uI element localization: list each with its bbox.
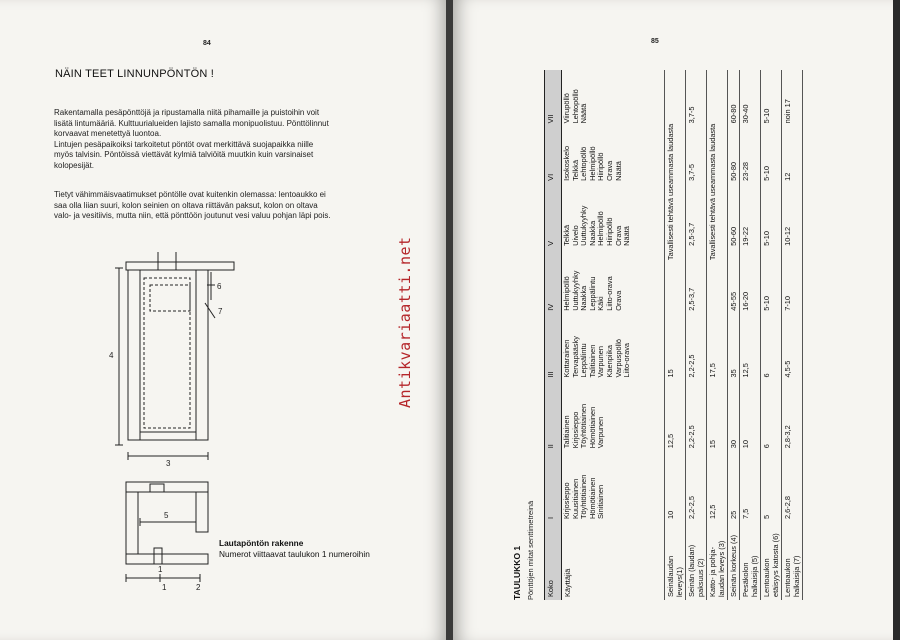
species-name: Uuttukyyhky bbox=[570, 270, 580, 311]
species-cell bbox=[562, 381, 665, 452]
figure-caption bbox=[219, 538, 370, 560]
table-cell: 30 bbox=[728, 381, 740, 452]
column-header: III bbox=[545, 314, 562, 381]
table-cell: 5-10 bbox=[761, 184, 782, 249]
row-label-line: laudan leveys (3) bbox=[717, 540, 726, 597]
species-name: Hömötiainen bbox=[587, 477, 597, 519]
species-name: Isokoskelo bbox=[562, 145, 571, 181]
dimension-label: 3 bbox=[166, 459, 171, 468]
table-row bbox=[562, 70, 665, 600]
row-label-line: etäisyys katosta (6) bbox=[771, 533, 780, 597]
table-cell: 2,6-2,8 bbox=[782, 451, 803, 522]
species-cell bbox=[562, 126, 665, 183]
row-label-line: Pesäkolon bbox=[741, 562, 750, 597]
species-name: Lehtopöllö bbox=[579, 146, 589, 181]
text-line: valo- ja vesitiivis, mutta niin, että pönttöön joutunut vesi valuu pohjan läpi pois. bbox=[54, 211, 331, 221]
rotated-table bbox=[512, 70, 837, 600]
species-name: Sinitiainen bbox=[596, 484, 606, 519]
species-name: Uivelo bbox=[570, 225, 580, 246]
table-cell: 19-22 bbox=[740, 184, 761, 249]
text-line: korvaavat menetettyä luontoa. bbox=[54, 129, 162, 139]
table-row bbox=[782, 70, 803, 600]
species-name: Helmipöllö bbox=[562, 276, 571, 311]
species-name: Talitiainen bbox=[587, 344, 597, 378]
table-cell: 2,2-2,5 bbox=[686, 451, 707, 522]
species-name: Telkkä bbox=[570, 159, 580, 181]
dimension-label: 7 bbox=[218, 307, 223, 316]
species-name: Varpunen bbox=[596, 416, 606, 449]
column-header: Koko bbox=[545, 522, 562, 600]
column-header: I bbox=[545, 451, 562, 522]
species-name: Näätä bbox=[622, 226, 632, 246]
table-row bbox=[665, 70, 686, 600]
species-name: Leppälintu bbox=[587, 276, 597, 311]
table-cell: 12,5 bbox=[740, 314, 761, 381]
species-name: Näätä bbox=[579, 103, 589, 124]
table-cell: 2,5-3,7 bbox=[686, 184, 707, 249]
text-line: Rakentamalla pesäpönttöjä ja ripustamalla niitä pihamaille ja puistoihin voit bbox=[54, 108, 320, 117]
species-name: Hiiripöllö bbox=[596, 152, 606, 181]
table-cell: 3,7-5 bbox=[686, 70, 707, 126]
table-row bbox=[740, 70, 761, 600]
species-name: Naakka bbox=[579, 285, 589, 311]
species-name: Orava bbox=[604, 160, 614, 181]
table-cell: 60-80 bbox=[728, 70, 740, 126]
species-cell bbox=[562, 314, 665, 381]
species-cell bbox=[562, 70, 665, 126]
column-header: VII bbox=[545, 70, 562, 126]
table-cell: 5-10 bbox=[761, 70, 782, 126]
row-label bbox=[728, 522, 740, 600]
column-header: II bbox=[545, 381, 562, 452]
row-label: Käyttäjiä bbox=[562, 522, 665, 600]
row-label-line: Seinälaudan bbox=[666, 555, 675, 597]
column-header: IV bbox=[545, 249, 562, 314]
species-cell bbox=[562, 184, 665, 249]
row-label bbox=[707, 522, 728, 600]
species-name: Leppälintu bbox=[579, 343, 589, 378]
species-name: Kirjosieppo bbox=[570, 411, 580, 449]
row-label bbox=[686, 522, 707, 600]
row-label bbox=[761, 522, 782, 600]
table-cell: 35 bbox=[728, 314, 740, 381]
table-row bbox=[686, 70, 707, 600]
table-cell: 10 bbox=[665, 451, 686, 522]
species-name: Talitiainen bbox=[562, 415, 571, 449]
dimension-label: 1 bbox=[158, 565, 163, 574]
watermark-text: Antikvariaatti.net bbox=[396, 236, 414, 408]
row-label bbox=[782, 522, 803, 600]
text-line: Tietyt vähimmäisvaatimukset pöntölle ovat kuitenkin olemassa: lentoaukko ei bbox=[54, 190, 326, 199]
dimension-label: 2 bbox=[196, 583, 201, 592]
birdhouse-dimensions-table bbox=[544, 70, 803, 600]
species-name: Uuttukyyhky bbox=[579, 205, 589, 246]
species-name: Kottarainen bbox=[562, 339, 571, 378]
species-name: Töyhtötiainen bbox=[579, 403, 589, 449]
table-cell: 23-28 bbox=[740, 126, 761, 183]
table-cell: 6 bbox=[761, 314, 782, 381]
species-name: Naakka bbox=[587, 220, 597, 246]
species-name: Kirjosieppo bbox=[562, 482, 571, 519]
table-cell: 5-10 bbox=[761, 126, 782, 183]
table-cell: 30-40 bbox=[740, 70, 761, 126]
column-header: V bbox=[545, 184, 562, 249]
species-name: Orava bbox=[613, 225, 623, 246]
row-label-line: Lentoaukon bbox=[762, 558, 771, 597]
table-cell: 12,5 bbox=[665, 381, 686, 452]
row-label bbox=[665, 522, 686, 600]
species-name: Helmipöllö bbox=[596, 211, 606, 246]
text-line: saa olla liian suuri, kolon seinien on oltava riittävän paksut, kolon on oltava bbox=[54, 200, 318, 210]
table-cell: 2,2-2,5 bbox=[686, 314, 707, 381]
text-line: kolopesijät. bbox=[54, 160, 95, 170]
table-cell: 45-55 bbox=[728, 249, 740, 314]
text-line: myös talvisin. Pöntöissä viettävät kylmiä talviöitä muutkin kuin varsinaiset bbox=[54, 150, 314, 160]
species-name: Helmipöllö bbox=[587, 146, 597, 181]
row-label-line: leveys(1) bbox=[675, 567, 684, 597]
table-cell: 17,5 bbox=[707, 314, 728, 381]
dimension-label: 1 bbox=[162, 583, 167, 592]
table-cell: 3,7-5 bbox=[686, 126, 707, 183]
species-cell bbox=[562, 249, 665, 314]
table-row bbox=[728, 70, 740, 600]
species-name: Kuusitiainen bbox=[570, 478, 580, 519]
left-page bbox=[0, 0, 447, 640]
species-name: Käki bbox=[596, 296, 606, 311]
species-name: Orava bbox=[613, 290, 623, 311]
species-name: Näätä bbox=[613, 161, 623, 181]
table-cell: 15 bbox=[707, 381, 728, 452]
page-number: 85 bbox=[651, 38, 659, 45]
species-cell bbox=[562, 451, 665, 522]
table-cell: 4,5-5 bbox=[782, 314, 803, 381]
species-name: Varpuspöllö bbox=[613, 339, 623, 378]
page-title: NÄIN TEET LINNUNPÖNTÖN ! bbox=[55, 68, 215, 80]
text-line: Lintujen pesäpaikoiksi tarkoitetut pöntöt ovat merkittävä suojapaikka niille bbox=[54, 139, 314, 149]
merged-cell: Tavallisesti tehtävä useammasta laudasta bbox=[707, 70, 728, 314]
row-label-line: Seinän (laudan) bbox=[687, 544, 696, 597]
species-name: Liito-orava bbox=[622, 342, 632, 378]
row-label-line: halkaisija (5) bbox=[750, 555, 759, 597]
row-label-line: halkaisija (7) bbox=[792, 555, 801, 597]
species-name: Viirupöllö bbox=[562, 93, 571, 124]
table-cell: 10-12 bbox=[782, 184, 803, 249]
species-name: Varpunen bbox=[596, 345, 606, 378]
table-cell: 15 bbox=[665, 314, 686, 381]
table-cell: 25 bbox=[728, 451, 740, 522]
species-name: Käenpiika bbox=[604, 345, 614, 378]
dimension-label: 4 bbox=[109, 351, 114, 360]
table-cell: 16-20 bbox=[740, 249, 761, 314]
table-header-row bbox=[545, 70, 562, 600]
species-name: Lehtopöllö bbox=[570, 89, 580, 124]
row-label-line: Lentoaukon bbox=[783, 558, 792, 597]
column-header: VI bbox=[545, 126, 562, 183]
table-cell: 5 bbox=[761, 451, 782, 522]
text-line: lisätä lintumääriä. Kulttuurialueiden lajisto samalla monipuolistuu. Pönttölinnut bbox=[54, 118, 329, 128]
table-cell: 50-80 bbox=[728, 126, 740, 183]
table-row bbox=[707, 70, 728, 600]
caption-text: Numerot viittaavat taulukon 1 numeroihin bbox=[219, 549, 370, 559]
table-cell: 12 bbox=[782, 126, 803, 183]
species-name: Telkkä bbox=[562, 224, 571, 246]
row-label-line: Seinän korkeus (4) bbox=[729, 534, 738, 597]
table-cell: 6 bbox=[761, 381, 782, 452]
table-row bbox=[761, 70, 782, 600]
page-edge bbox=[893, 0, 900, 640]
species-name: Hömötiainen bbox=[587, 406, 597, 449]
table-label: TAULUKKO 1 bbox=[512, 545, 522, 600]
dimension-label: 6 bbox=[217, 282, 222, 291]
merged-cell: Tavallisesti tehtävä useammasta laudasta bbox=[665, 70, 686, 314]
table-cell: 50-60 bbox=[728, 184, 740, 249]
row-label bbox=[740, 522, 761, 600]
table-cell: 12,5 bbox=[707, 451, 728, 522]
table-cell: noin 17 bbox=[782, 70, 803, 126]
species-name: Liito-orava bbox=[604, 276, 614, 311]
table-cell: 10 bbox=[740, 381, 761, 452]
table-subtitle: Pönttöjen mitat senttimetreinä bbox=[526, 500, 535, 600]
dimension-label: 5 bbox=[164, 511, 169, 520]
table-cell: 5-10 bbox=[761, 249, 782, 314]
row-label-line: paksuus (2) bbox=[696, 558, 705, 597]
table-cell: 2,8-3,2 bbox=[782, 381, 803, 452]
caption-title: Lautapöntön rakenne bbox=[219, 538, 304, 548]
table-cell: 2,2-2,5 bbox=[686, 381, 707, 452]
species-name: Töyhtötiainen bbox=[579, 474, 589, 519]
page-number: 84 bbox=[203, 40, 211, 47]
species-name: Tervapääsky bbox=[570, 336, 580, 378]
table-cell: 7-10 bbox=[782, 249, 803, 314]
species-name: Hiiripöllö bbox=[604, 217, 614, 246]
table-cell: 7,5 bbox=[740, 451, 761, 522]
table-cell: 2,5-3,7 bbox=[686, 249, 707, 314]
row-label-line: Katto- ja pohja- bbox=[708, 546, 717, 597]
